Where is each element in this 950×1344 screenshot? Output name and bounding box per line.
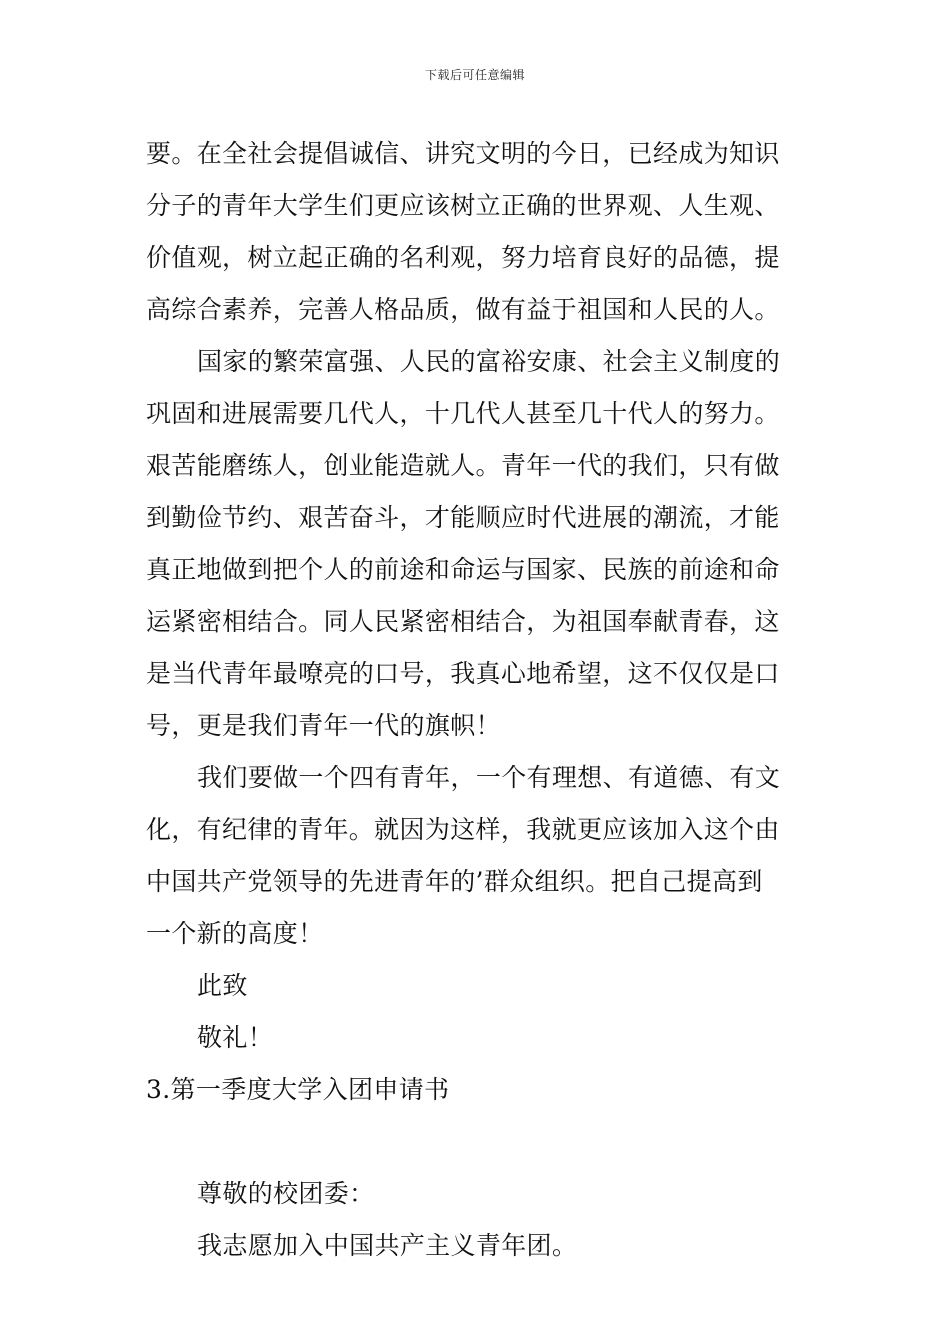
text-line: 高综合素养，完善人格品质，做有益于祖国和人民的人。: [146, 295, 780, 324]
section-heading: 3.第一季度大学入团申请书: [146, 1075, 450, 1104]
text-line: 艰苦能磨练人，创业能造就人。青年一代的我们，只有做: [146, 451, 780, 480]
salutation: 尊敬的校团委：: [197, 1179, 375, 1208]
paragraph-1: [146, 128, 806, 336]
text-line: 分子的青年大学生们更应该树立正确的世界观、人生观、: [146, 191, 780, 220]
text-line: 要。在全社会提倡诚信、讲究文明的今日，已经成为知识: [146, 139, 780, 168]
text-line: 我们要做一个四有青年，一个有理想、有道德、有文: [197, 763, 781, 792]
text-line: 巩固和进展需要几代人，十几代人甚至几十代人的努力。: [146, 399, 780, 428]
text-line: 是当代青年最嘹亮的口号，我真心地希望，这不仅仅是口: [146, 659, 780, 688]
paragraph-3: [146, 752, 806, 960]
text-line: 真正地做到把个人的前途和命运与国家、民族的前途和命: [146, 555, 780, 584]
text-line: 运紧密相结合。同人民紧密相结合，为祖国奉献青春，这: [146, 607, 780, 636]
closing-cizhi: 此致: [197, 971, 248, 1000]
document-body: [146, 128, 806, 1272]
text-line: 化，有纪律的青年。就因为这样，我就更应该加入这个由: [146, 815, 780, 844]
blank-gap: [146, 1116, 806, 1168]
text-line: 国家的繁荣富强、人民的富裕安康、社会主义制度的: [197, 347, 781, 376]
text-line: 到勤俭节约、艰苦奋斗，才能顺应时代进展的潮流，才能: [146, 503, 780, 532]
text-line: 号，更是我们青年一代的旗帜！: [146, 711, 501, 740]
closing-jingli: 敬礼！: [197, 1023, 274, 1052]
text-line: 一个新的高度！: [146, 919, 324, 948]
text-line: 中国共产党领导的先进青年的’群众组织。把自己提高到: [146, 867, 763, 896]
opening-line: 我志愿加入中国共产主义青年团。: [197, 1231, 578, 1260]
header-note: 下载后可任意编辑: [424, 68, 525, 82]
text-line: 价值观，树立起正确的名利观，努力培育良好的品德，提: [146, 243, 780, 272]
paragraph-2: [146, 336, 806, 752]
